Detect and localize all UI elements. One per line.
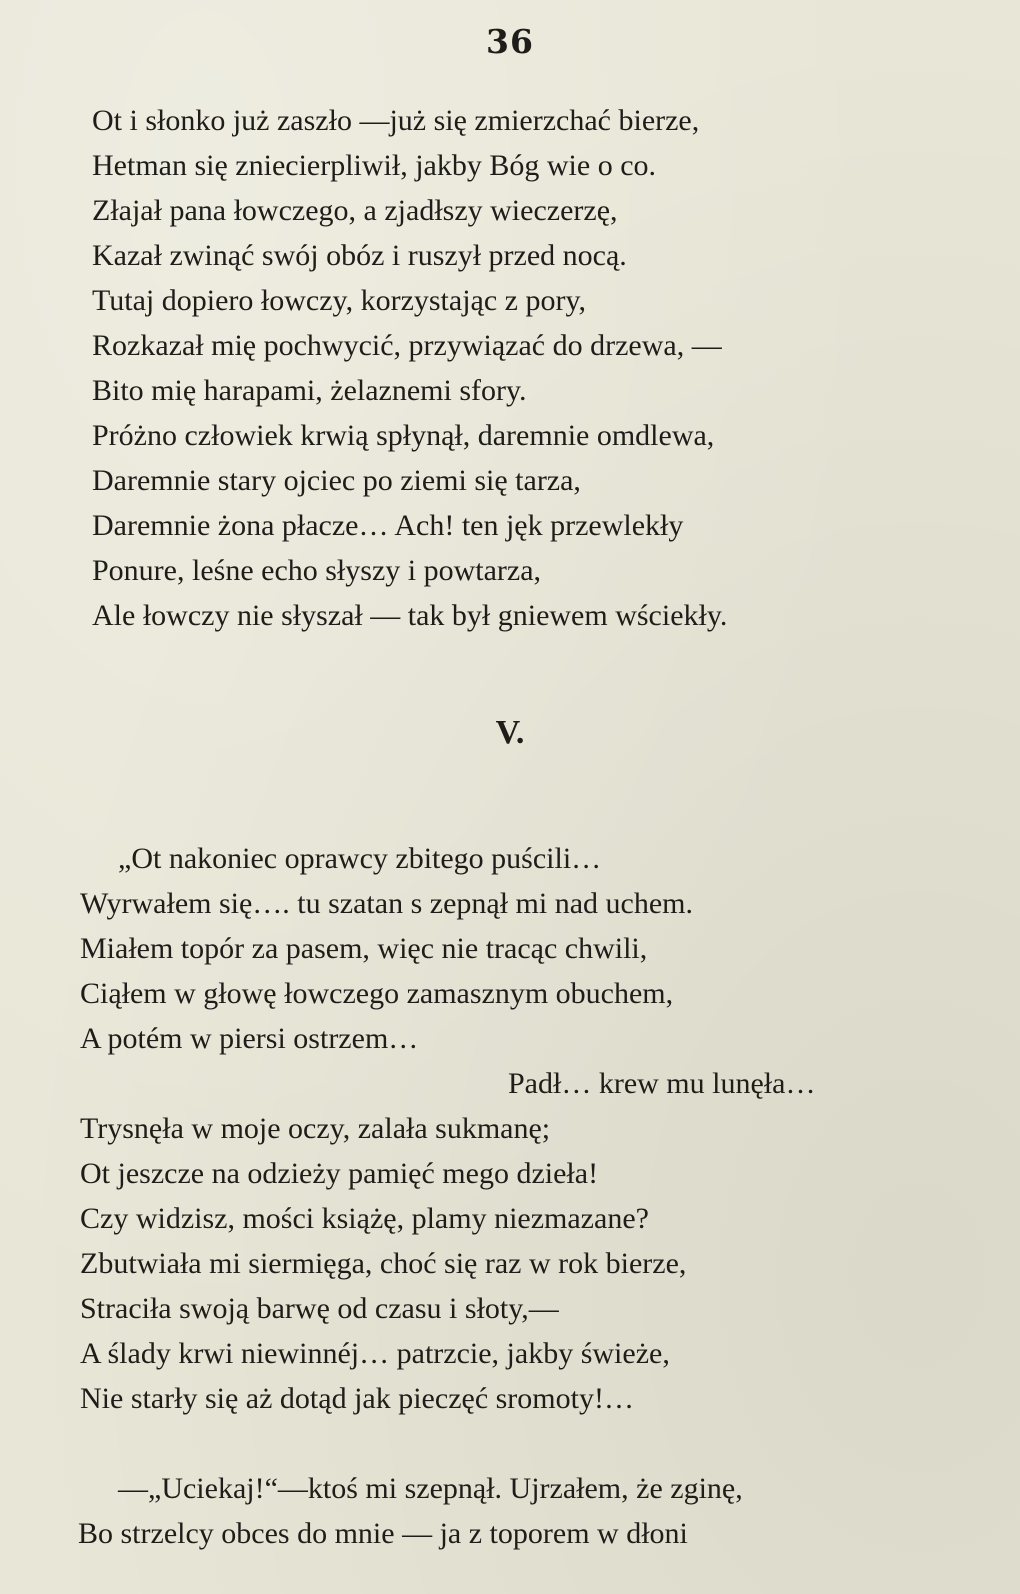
verse-line: —„Uciekaj!“—ktoś mi szepnął. Ujrzałem, że zginę, [118, 1472, 743, 1505]
section-heading: V. [495, 714, 525, 751]
stanza-2 [0, 836, 1020, 1421]
verse-line: A ślady krwi niewinnéj… patrzcie, jakby świeże, [80, 1337, 670, 1370]
verse-line: Nie starły się aż dotąd jak pieczęć sromoty!… [80, 1382, 634, 1415]
verse-line: A potém w piersi ostrzem… [80, 1022, 419, 1055]
verse-line: Miałem topór za pasem, więc nie tracąc chwili, [80, 932, 648, 965]
verse-line: Bito mię harapami, żelaznemi sfory. [92, 374, 527, 407]
verse-line: Bo strzelcy obces do mnie — ja z toporem w dłoni [78, 1517, 688, 1550]
verse-line: Hetman się zniecierpliwił, jakby Bóg wie o co. [92, 149, 657, 182]
verse-line: Ot jeszcze na odzieży pamięć mego dzieła! [80, 1157, 599, 1190]
verse-line: Tutaj dopiero łowczy, korzystając z pory, [92, 284, 587, 317]
verse-line: Próżno człowiek krwią spłynął, daremnie omdlewa, [92, 419, 715, 452]
verse-line: Ot i słonko już zaszło —już się zmierzchać bierze, [92, 104, 700, 137]
verse-line: Daremnie żona płacze… Ach! ten jęk przewlekły [92, 509, 684, 542]
verse-line: Czy widzisz, mości książę, plamy niezmazane? [80, 1202, 649, 1235]
verse-line: Wyrwałem się…. tu szatan s zepnął mi nad uchem. [80, 887, 693, 920]
stanza-3 [0, 1466, 1020, 1556]
verse-line: Ciąłem w głowę łowczego zamasznym obuchem, [80, 977, 674, 1010]
verse-line: Ponure, leśne echo słyszy i powtarza, [92, 554, 542, 587]
verse-line: „Ot nakoniec oprawcy zbitego puścili… [118, 842, 602, 875]
verse-line: Padł… krew mu lunęła… [508, 1067, 816, 1100]
verse-line: Zbutwiała mi siermięga, choć się raz w rok bierze, [80, 1247, 687, 1280]
verse-line: Daremnie stary ojciec po ziemi się tarza, [92, 464, 581, 497]
page-number: 36 [486, 22, 534, 61]
verse-line: Rozkazał mię pochwycić, przywiązać do drzewa, — [92, 329, 722, 362]
stanza-1 [0, 98, 1020, 638]
verse-line: Kazał zwinąć swój obóz i ruszył przed nocą. [92, 239, 627, 272]
verse-line: Ale łowczy nie słyszał — tak był gniewem wściekły. [92, 599, 728, 632]
verse-line: Złajał pana łowczego, a zjadłszy wieczerzę, [92, 194, 618, 227]
verse-line: Straciła swoją barwę od czasu i słoty,— [80, 1292, 559, 1325]
verse-line: Trysnęła w moje oczy, zalała sukmanę; [80, 1112, 551, 1145]
